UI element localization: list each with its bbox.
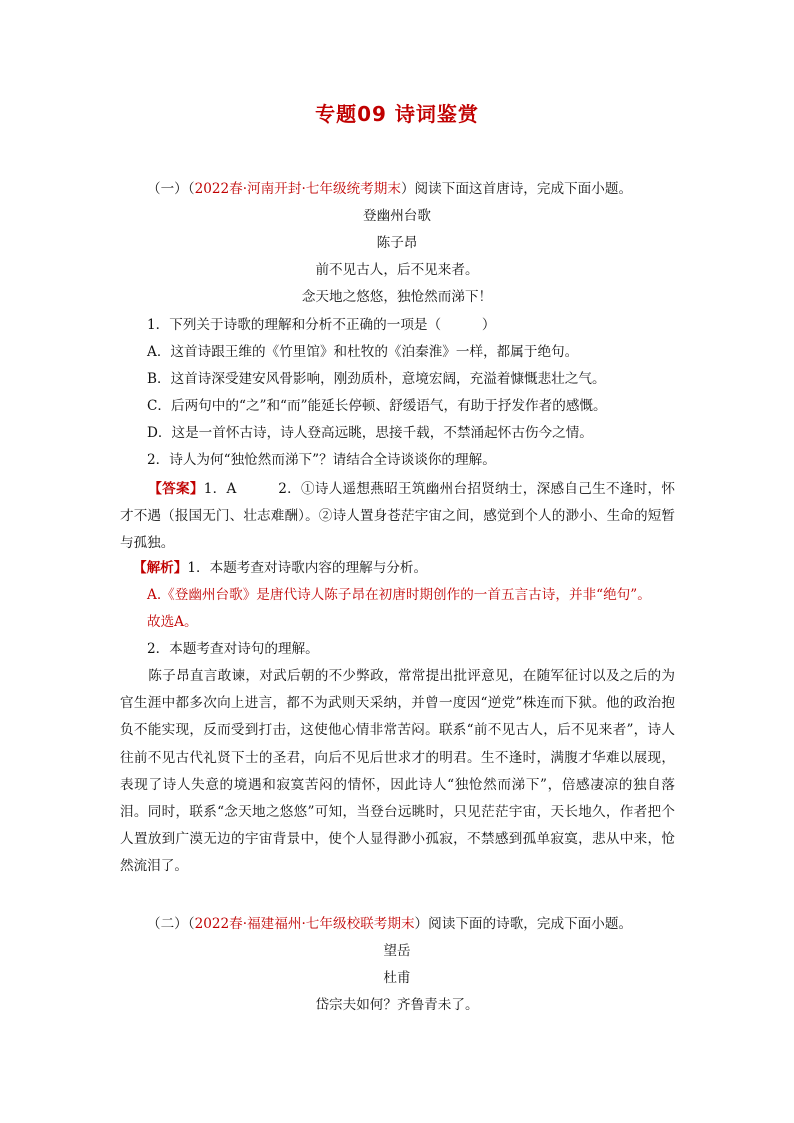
analysis-1: 1．本题考查对诗歌内容的理解与分析。 <box>187 560 428 576</box>
poem-line-2: 念天地之悠悠，独怆然而涕下！ <box>301 289 493 305</box>
poem-author: 陈子昂 <box>376 235 418 251</box>
poem2-line-1: 岱宗夫如何？齐鲁青未了。 <box>315 997 479 1013</box>
analysis-2-detail <box>120 663 675 881</box>
header-suffix: ）阅读下面的诗歌，完成下面小题。 <box>414 916 633 932</box>
section2-header <box>147 915 632 933</box>
analysis-label: 【解析】 <box>133 560 188 576</box>
page-title: 专题09 诗词鉴赏 <box>315 102 479 126</box>
option-d: D．这是一首怀古诗，诗人登高远眺，思接千载，不禁涌起怀古伤今之情。 <box>147 425 593 441</box>
header-prefix: （二）（ <box>147 916 195 932</box>
answer-text: 1．A 2．①诗人遥想燕昭王筑幽州台招贤纳士，深感自己生不逢时，怀才不遇（报国无门、壮志难酬）。②诗人置身苍茫宇宙之间，感觉到个人的渺小、生命的短暂与孤独。 <box>120 481 676 552</box>
answer-block <box>120 476 675 558</box>
option-c: C．后两句中的“之”和“而”能延长停顿、舒缓语气，有助于抒发作者的感慨。 <box>147 398 607 414</box>
header-prefix: （一）（ <box>147 181 195 197</box>
poem2-title: 望岳 <box>383 943 411 959</box>
analysis-1-detail: A.《登幽州台歌》是唐代诗人陈子昂在初唐时期创作的一首五言古诗，并非“绝句”。 <box>147 587 651 603</box>
section1-header <box>147 180 632 198</box>
option-b: B．这首诗深受建安风骨影响，刚劲质朴，意境宏阔，充溢着慷慨悲壮之气。 <box>147 371 606 387</box>
analysis-2-text: 陈子昂直言敢谏，对武后朝的不少弊政，常常提出批评意见，在随军征讨以及之后的为官生涯中都多次向上进言，都不为武则天采纳，并曾一度因“逆党”株连而下狱。他的政治抱负不能实现，反而受到打击，这使他心情非常苦闷。联系“前不见古人，后不见来者”，诗人往前不见古代礼贤下士的圣君，向后不见后世求才的明君。生不逢时，满腹才华难以展现，表现了诗人失意的境遇和寂寞苦闷的情怀，因此诗人“独怆然而涕下”，倍感凄凉的独自落泪。同时，联系“念天地之悠悠”可知，当登台远眺时，只见茫茫宇宙，天长地久，作者把个人置放到广漠无边的宇宙背景中，使个人显得渺小孤寂，不禁感到孤单寂寞，悲从中来，怆然流泪了。 <box>120 668 675 875</box>
header-source: 2022春·福建福州·七年级校联考期末 <box>194 916 415 932</box>
answer-label: 【答案】 <box>148 481 204 497</box>
poem-title: 登幽州台歌 <box>363 208 431 224</box>
question-1: 1．下列关于诗歌的理解和分析不正确的一项是（ ） <box>147 317 496 333</box>
analysis-1-choice: 故选A。 <box>147 614 198 630</box>
header-source: 2022春·河南开封·七年级统考期末 <box>194 181 401 197</box>
analysis-header <box>133 559 427 577</box>
header-suffix: ）阅读下面这首唐诗，完成下面小题。 <box>400 181 633 197</box>
poem-line-1: 前不见古人，后不见来者。 <box>315 262 479 278</box>
question-2: 2．诗人为何“独怆然而涕下”？请结合全诗谈谈你的理解。 <box>147 452 496 468</box>
analysis-2: 2．本题考查对诗句的理解。 <box>147 641 319 657</box>
option-a: A．这首诗跟王维的《竹里馆》和杜牧的《泊秦淮》一样，都属于绝句。 <box>147 344 579 360</box>
poem2-author: 杜甫 <box>383 970 411 986</box>
